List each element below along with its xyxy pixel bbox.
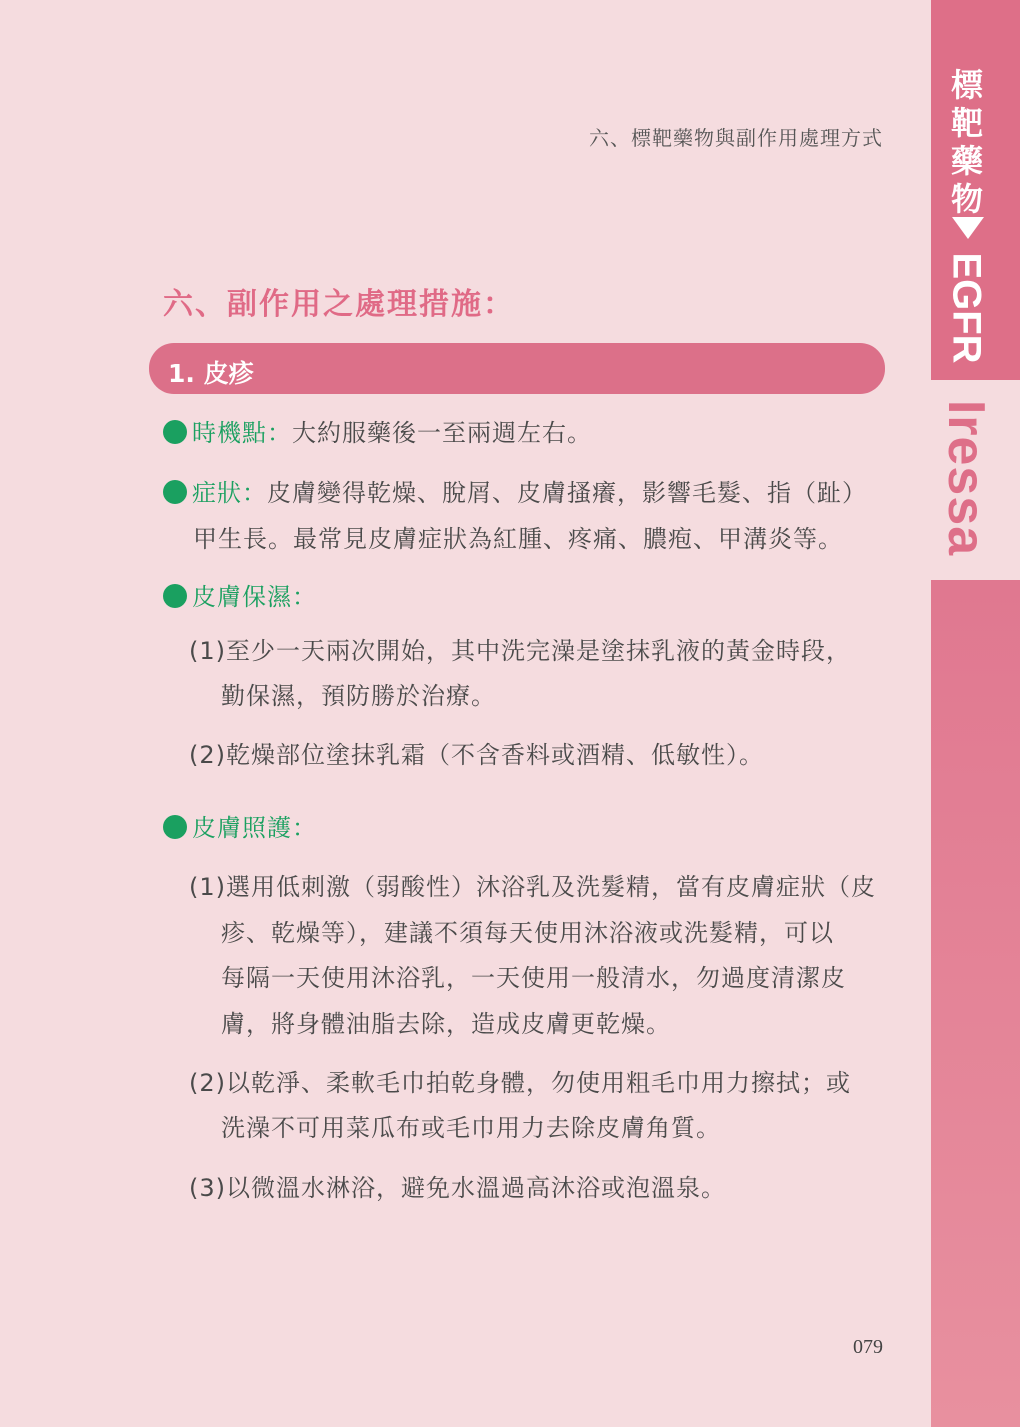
list-item-continuation: 勤保濕，預防勝於治療。 bbox=[221, 682, 496, 710]
list-item-continuation: 疹、乾燥等），建議不須每天使用沐浴液或洗髮精，可以 bbox=[221, 919, 834, 947]
list-item: (1)至少一天兩次開始，其中洗完澡是塗抹乳液的黃金時段， bbox=[189, 637, 851, 665]
side-tab-char: 物 bbox=[950, 180, 983, 218]
moisturize-label: 皮膚保濕： bbox=[192, 583, 317, 611]
subhead-title: 1. 皮疹 bbox=[168, 359, 254, 388]
list-item: (2)乾燥部位塗抹乳霜（不含香料或酒精、低敏性）。 bbox=[189, 741, 764, 769]
page-number: 079 bbox=[853, 1336, 883, 1358]
running-head: 六、標靶藥物與副作用處理方式 bbox=[589, 126, 883, 150]
section-title: 六、副作用之處理措施： bbox=[163, 287, 515, 322]
moisturize-heading bbox=[163, 577, 317, 612]
triangle-down-icon bbox=[952, 217, 984, 239]
symptoms-paragraph bbox=[163, 473, 867, 508]
care-heading bbox=[163, 808, 317, 843]
bullet-icon bbox=[163, 420, 187, 444]
list-item-continuation: 膚，將身體油脂去除，造成皮膚更乾燥。 bbox=[221, 1010, 671, 1038]
bullet-icon bbox=[163, 815, 187, 839]
bullet-icon bbox=[163, 480, 187, 504]
side-tab-drug: Iressa bbox=[937, 399, 995, 557]
bullet-icon bbox=[163, 584, 187, 608]
timing-label: 時機點： bbox=[192, 419, 292, 447]
side-tab-gene: EGFR bbox=[944, 252, 989, 364]
list-item: (1)選用低刺激（弱酸性）沐浴乳及洗髮精，當有皮膚症狀（皮 bbox=[189, 873, 876, 901]
side-tab-char: 藥 bbox=[950, 142, 983, 180]
symptoms-text-line: 甲生長。最常見皮膚症狀為紅腫、疼痛、膿疱、甲溝炎等。 bbox=[193, 525, 843, 553]
side-tab-char: 標 bbox=[950, 66, 983, 104]
symptoms-text-line: 皮膚變得乾燥、脫屑、皮膚搔癢，影響毛髮、指（趾） bbox=[267, 479, 867, 507]
list-item: (2)以乾淨、柔軟毛巾拍乾身體，勿使用粗毛巾用力擦拭；或 bbox=[189, 1069, 851, 1097]
symptoms-label: 症狀： bbox=[192, 479, 267, 507]
list-item-continuation: 洗澡不可用菜瓜布或毛巾用力去除皮膚角質。 bbox=[221, 1114, 721, 1142]
timing-paragraph bbox=[163, 413, 592, 448]
side-tab-bottom bbox=[931, 580, 1020, 1427]
care-label: 皮膚照護： bbox=[192, 814, 317, 842]
side-tab-chapter bbox=[945, 66, 989, 218]
timing-text: 大約服藥後一至兩週左右。 bbox=[292, 419, 592, 447]
list-item: (3)以微溫水淋浴，避免水溫過高沐浴或泡溫泉。 bbox=[189, 1174, 726, 1202]
subhead-bar bbox=[149, 343, 885, 394]
list-item-continuation: 每隔一天使用沐浴乳，一天使用一般清水，勿過度清潔皮 bbox=[221, 964, 846, 992]
side-tab-char: 靶 bbox=[950, 104, 983, 142]
